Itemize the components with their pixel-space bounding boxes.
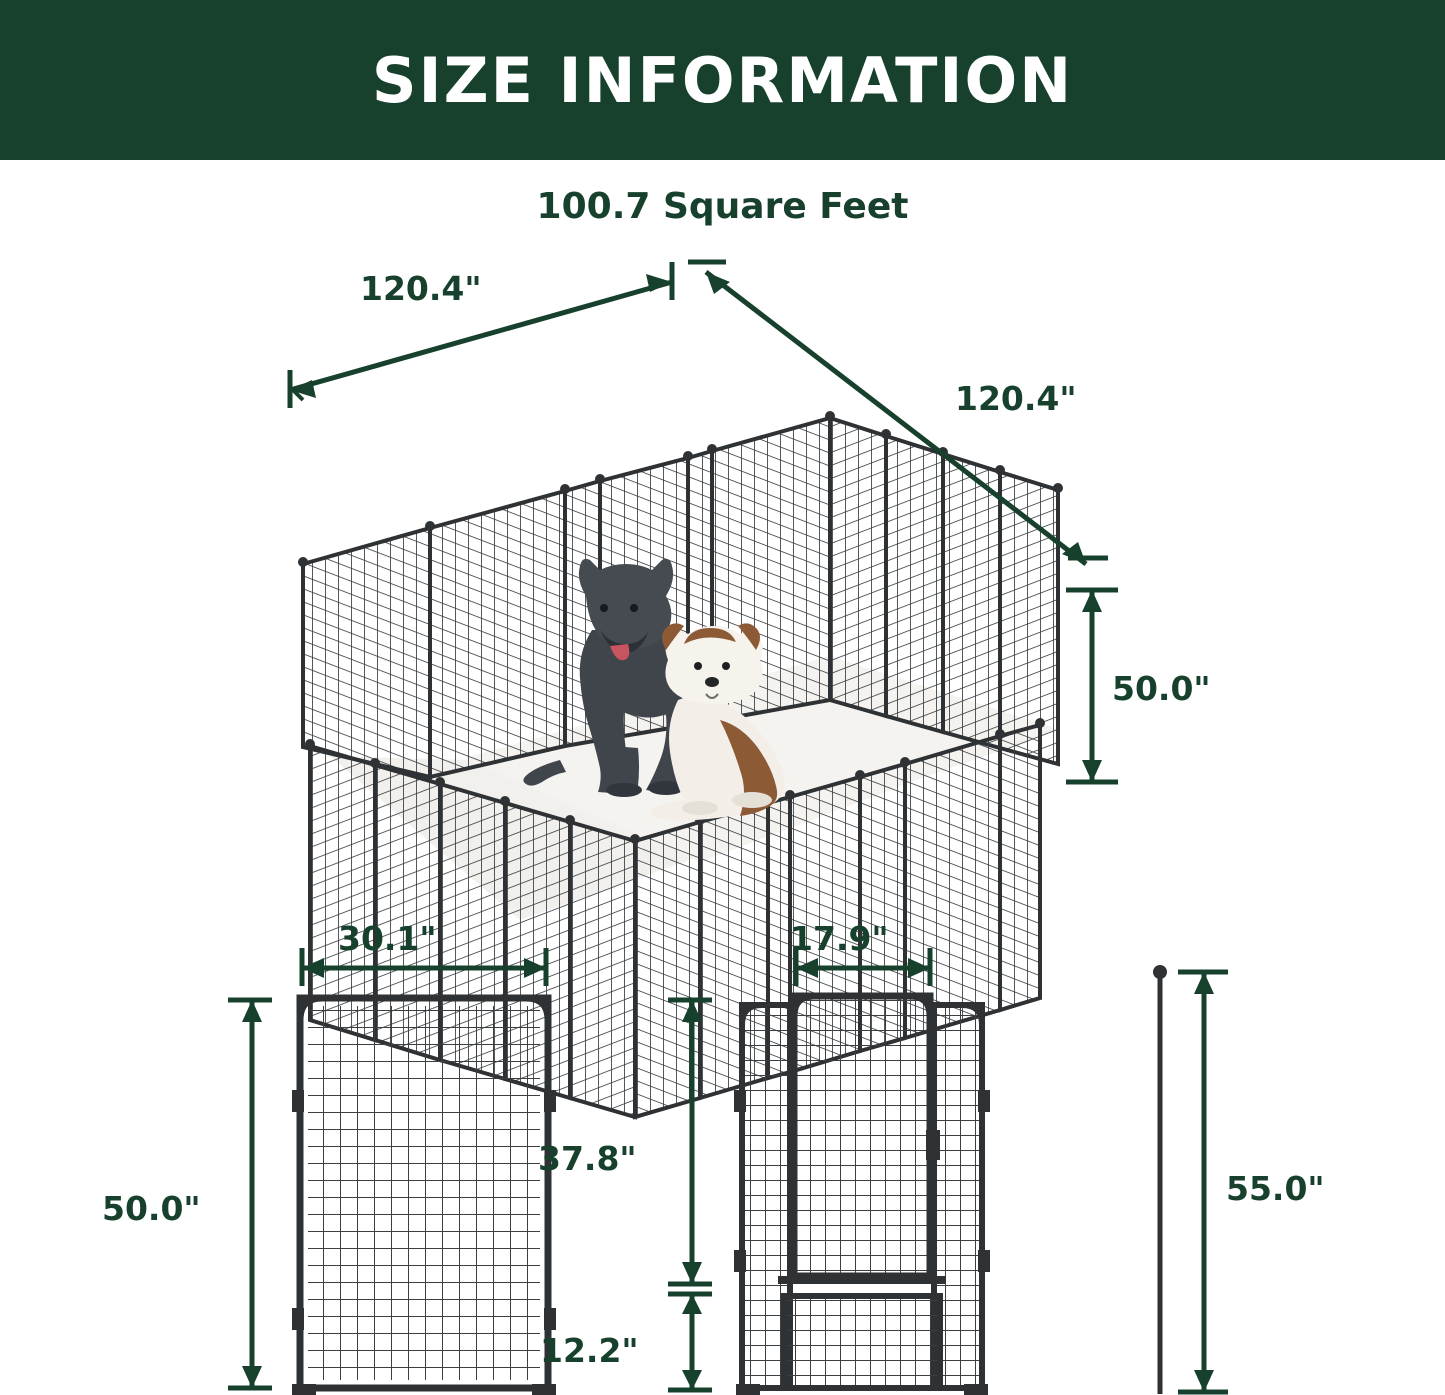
dimension-panel-height (102, 1000, 272, 1388)
dimension-pen-height (1066, 590, 1211, 782)
playpen-assembled-view (290, 262, 1211, 1117)
size-diagram (0, 160, 1445, 1395)
dimension-label-pen-height: 50.0" (1112, 669, 1211, 708)
dimension-door-gap (540, 1294, 712, 1390)
dimension-label-door-gap: 12.2" (540, 1331, 639, 1370)
area-subtitle: 100.7 Square Feet (536, 186, 909, 227)
dimension-label-side-depth: 120.4" (955, 379, 1077, 418)
door-latch[interactable] (926, 1130, 940, 1160)
dimension-label-stake-length: 55.0" (1226, 1169, 1325, 1208)
header-bar (0, 0, 1445, 160)
dimension-stake-length (1178, 972, 1325, 1392)
diagram-stage (0, 160, 1445, 1395)
dimension-label-panel-width: 30.1" (338, 919, 437, 958)
door-leaf[interactable] (794, 996, 930, 1276)
dimension-label-top-width: 120.4" (360, 269, 482, 308)
page-title: SIZE INFORMATION (371, 43, 1074, 117)
panel-mesh (308, 1006, 540, 1380)
dimension-label-door-width: 17.9" (790, 919, 889, 958)
dimension-label-panel-height: 50.0" (102, 1189, 201, 1228)
ground-stake-view (1153, 965, 1325, 1394)
dimension-label-door-height: 37.8" (538, 1139, 637, 1178)
door-lower-section (784, 1296, 940, 1388)
dimension-top-width (290, 262, 672, 408)
